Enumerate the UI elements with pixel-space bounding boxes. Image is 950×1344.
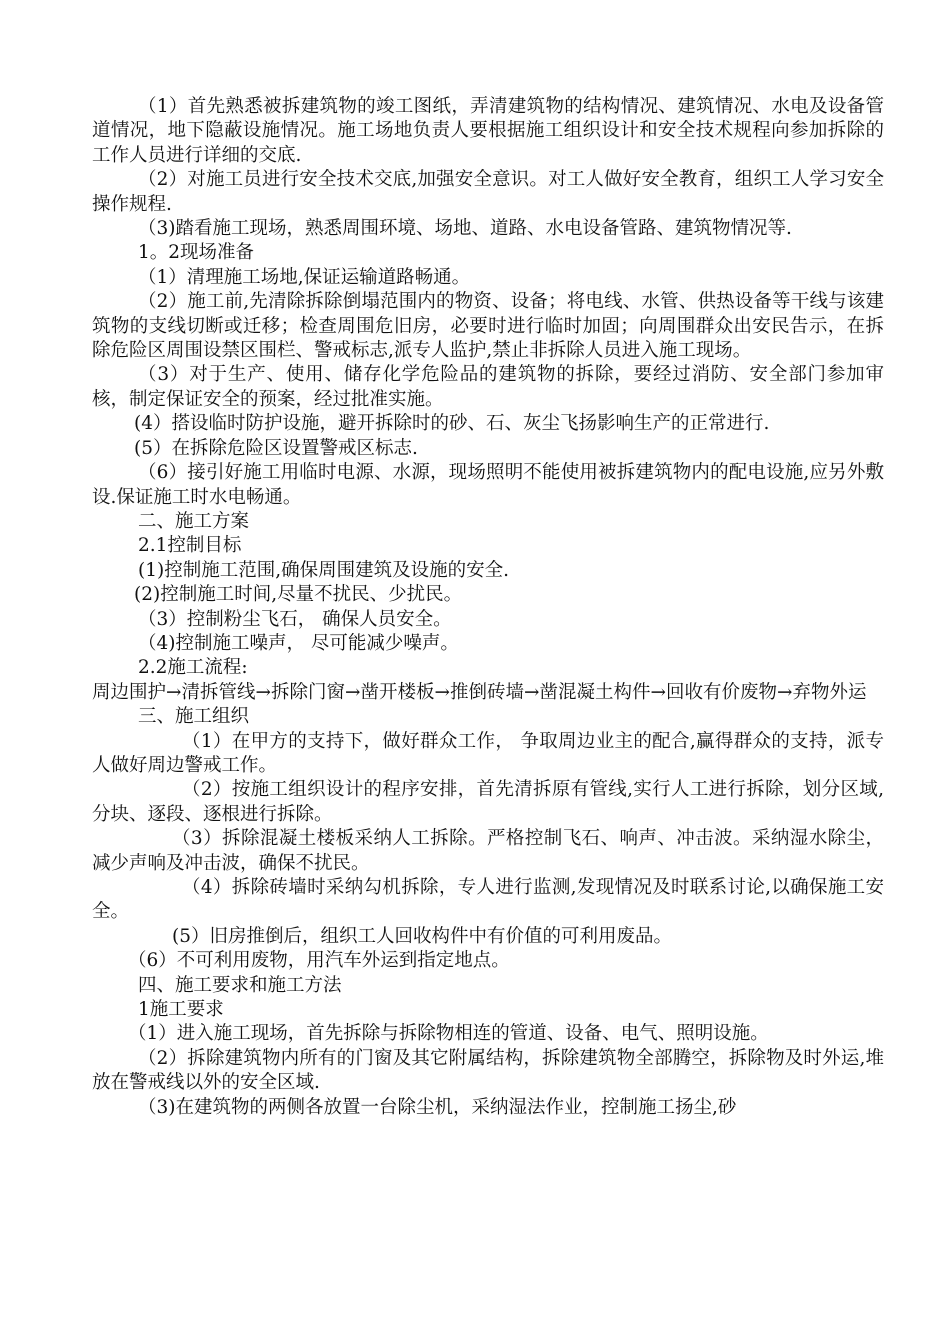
paragraph-pipeline-removal: （2）按施工组织设计的程序安排，首先清拆原有管线,实行人工进行拆除，划分区域,分块、逐段、逐根进行拆除。: [92, 779, 884, 825]
paragraph-recycle-materials: (5）旧房推倒后，组织工人回收构件中有价值的可利用废品。: [172, 925, 672, 947]
paragraph-before-construction: （2）施工前,先清除拆除倒塌范围内的物资、设备；将电线、水管、供热设备等干线与该建筑物的支线切断或迁移；检查周围危旧房，必要时进行临时加固；向周围群众出安民告示，在拆除危险区周围设禁区围栏、警戒标志,派专人监护,禁止非拆除人员进入施工现场。: [92, 291, 884, 362]
paragraph-flow-steps: 周边围护→清拆管线→拆除门窗→凿开楼板→推倒砖墙→凿混凝土构件→回收有价废物→弃物外运: [92, 681, 867, 703]
paragraph-temporary-protection: (4）搭设临时防护设施，避开拆除时的砂、石、灰尘飞扬影响生产的正常进行.: [134, 413, 770, 435]
paragraph-control-noise: （4)控制施工噪声， 尽可能减少噪声。: [138, 632, 459, 654]
heading-site-preparation: 1。2现场准备: [138, 242, 255, 264]
paragraph-remove-doors-windows: （2）拆除建筑物内所有的门窗及其它附属结构，拆除建筑物全部腾空，拆除物及时外运,堆放在警戒线以外的安全区域.: [92, 1047, 884, 1094]
paragraph-clear-site: （1）清理施工场地,保证运输道路畅通。: [138, 266, 471, 288]
heading-requirements-methods: 四、施工要求和施工方法: [138, 974, 342, 996]
heading-construction-organization: 三、施工组织: [138, 706, 250, 728]
paragraph-control-range: (1)控制施工范围,确保周围建筑及设施的安全.: [138, 559, 509, 581]
paragraph-survey-drawings: （1）首先熟悉被拆建筑物的竣工图纸，弄清建筑物的结构情况、建筑情况、水电及设备管道情况，地下隐蔽设施情况。施工场地负责人要根据施工组织设计和安全技术规程向参加拆除的工作人员进行详细的交底.: [92, 96, 884, 166]
document-page: [92, 95, 884, 1120]
paragraph-dust-machines: （3)在建筑物的两侧各放置一台除尘机，采纳湿法作业，控制施工扬尘,砂: [138, 1096, 737, 1118]
heading-construction-requirements: 1施工要求: [138, 999, 224, 1021]
paragraph-temporary-power: （6）接引好施工用临时电源、水源，现场照明不能使用被拆建筑物内的配电设施,应另外敷设.保证施工时水电畅通。: [92, 462, 884, 508]
paragraph-control-dust: （3）控制粉尘飞石， 确保人员安全。: [138, 608, 452, 630]
paragraph-public-work: （1）在甲方的支持下，做好群众工作， 争取周边业主的配合,赢得群众的支持，派专人做好周边警戒工作。: [92, 730, 884, 776]
paragraph-waste-transport: （6）不可利用废物，用汽车外运到指定地点。: [128, 950, 510, 972]
paragraph-site-inspection: （3)踏看施工现场，熟悉周围环境、场地、道路、水电设备管路、建筑物情况等.: [138, 218, 792, 240]
paragraph-floor-slab-removal: （3）拆除混凝土楼板采纳人工拆除。严格控制飞石、响声、冲击波。采纳湿水除尘，减少声响及冲击波，确保不扰民。: [92, 828, 884, 874]
heading-construction-flow: 2.2施工流程:: [138, 657, 248, 679]
paragraph-enter-site: （1）进入施工现场，首先拆除与拆除物相连的管道、设备、电气、照明设施。: [128, 1023, 769, 1045]
paragraph-brick-wall-removal: （4）拆除砖墙时采纳勾机拆除，专人进行监测,发现情况及时联系讨论,以确保施工安全。: [92, 877, 884, 923]
paragraph-control-time: (2)控制施工时间,尽量不扰民、少扰民。: [134, 584, 463, 606]
paragraph-hazardous-chemicals: （3）对于生产、使用、储存化学危险品的建筑物的拆除，要经过消防、安全部门参加审核，制定保证安全的预案，经过批准实施。: [92, 364, 884, 410]
paragraph-warning-signs: (5）在拆除危险区设置警戒区标志.: [134, 437, 418, 459]
heading-control-objectives: 2.1控制目标: [138, 535, 242, 557]
heading-construction-plan: 二、施工方案: [138, 510, 250, 532]
paragraph-safety-briefing: （2）对施工员进行安全技术交底,加强安全意识。对工人做好安全教育，组织工人学习安全操作规程.: [92, 169, 884, 215]
